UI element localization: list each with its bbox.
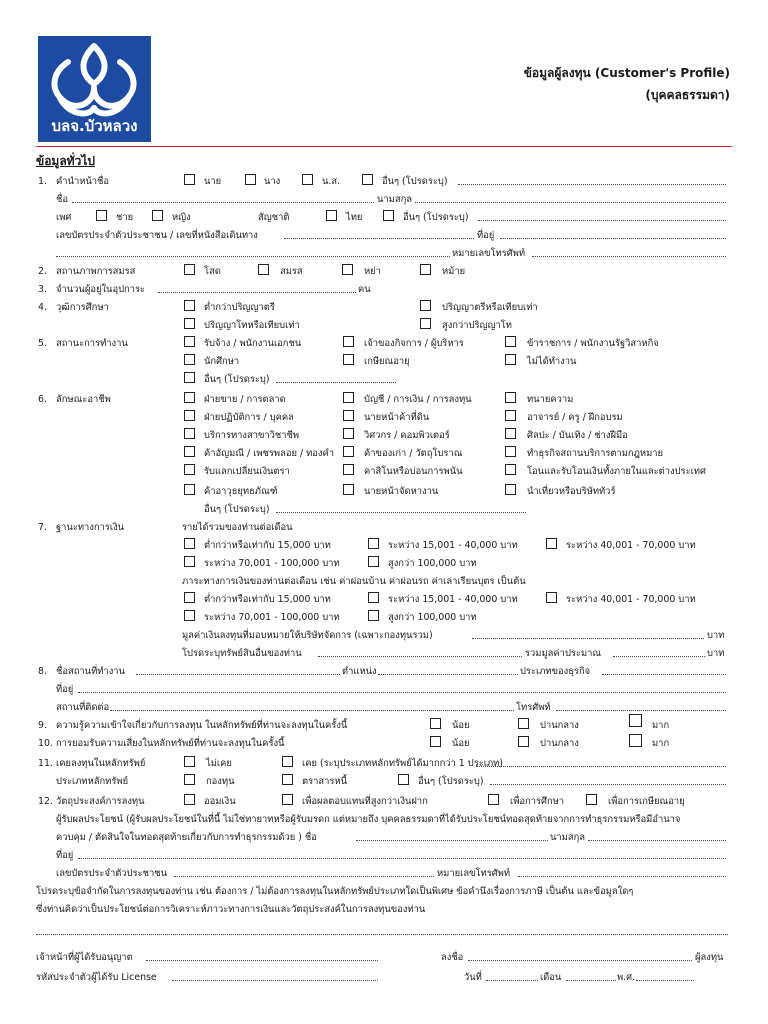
label-num5: 5. <box>38 338 47 349</box>
checkbox-occ-2[interactable] <box>343 392 354 403</box>
label-r-low: น้อย <box>452 738 470 749</box>
label-num11: 11. <box>38 758 53 769</box>
checkbox-risk-mid[interactable] <box>518 736 529 747</box>
label-note-2: ซึ่งท่านคิดว่าเป็นประโยชน์ต่อการวิเคราะห์ภาวะทางการเงินและวัตถุประสงค์ในการลงทุนของท่าน <box>36 904 426 915</box>
label-opt-male: ชาย <box>116 212 134 223</box>
label-opt-single: โสด <box>204 266 221 277</box>
label-occ-label: ลักษณะอาชีพ <box>56 394 111 405</box>
page-subtitle: (บุคคลธรรมดา) <box>645 88 730 102</box>
label-p-retire: เพื่อการเกษียณอายุ <box>608 796 685 807</box>
label-income-label: รายได้รวมของท่านต่อเดือน <box>182 522 293 533</box>
label-opt-married: สมรส <box>280 266 303 277</box>
beneficiary-id-field[interactable] <box>174 876 434 877</box>
total-value-field[interactable] <box>613 656 705 657</box>
address-line2-field[interactable] <box>56 256 450 257</box>
checkbox-title-miss[interactable] <box>302 174 313 185</box>
security-other-field[interactable] <box>490 784 726 785</box>
label-opt-widowed: หม้าย <box>442 266 466 277</box>
officer-name-field[interactable] <box>146 960 378 961</box>
header-divider <box>36 146 732 147</box>
checkbox-inc-1[interactable] <box>184 538 195 549</box>
checkbox-exp-never[interactable] <box>184 756 195 767</box>
checkbox-inc-3[interactable] <box>546 538 557 549</box>
label-opt-owner: เจ้าของกิจการ / ผู้บริหาร <box>364 338 464 349</box>
label-occ-3: ทนายความ <box>527 394 574 405</box>
checkbox-occ-14[interactable] <box>343 464 354 475</box>
label-nationality-label: สัญชาติ <box>258 212 290 223</box>
nationality-other-field[interactable] <box>478 220 726 221</box>
checkbox-know-low[interactable] <box>430 718 441 729</box>
label-r-mid: ปานกลาง <box>540 738 579 749</box>
label-num10: 10. <box>38 738 53 749</box>
label-p-edu: เพื่อการศึกษา <box>510 796 565 807</box>
firstname-field[interactable] <box>72 202 374 203</box>
checkbox-emp-employee[interactable] <box>184 336 195 347</box>
checkbox-nat-other[interactable] <box>383 210 394 221</box>
label-occ-8: วิศวกร / คอมพิวเตอร์ <box>364 430 450 441</box>
work-address-field[interactable] <box>78 692 726 693</box>
page-title: ข้อมูลผู้ลงทุน (Customer's Profile) <box>523 66 730 80</box>
beneficiary-name-field[interactable] <box>356 840 548 841</box>
checkbox-know-high[interactable] <box>629 714 642 727</box>
label-num1: 1. <box>38 176 47 187</box>
label-dependents-unit: คน <box>358 284 371 295</box>
label-fax-label: โทรศัพท์ <box>516 702 551 713</box>
label-bur-3: ระหว่าง 40,001 - 70,000 บาท <box>566 594 696 605</box>
label-inc-4: ระหว่าง 70,001 - 100,000 บาท <box>204 558 340 569</box>
label-num3: 3. <box>38 284 47 295</box>
label-opt-edu-bach: ปริญญาตรีหรือเทียบเท่า <box>442 302 538 313</box>
label-opt-title-other: อื่นๆ (โปรดระบุ) <box>382 176 448 187</box>
checkbox-emp-student[interactable] <box>184 354 195 365</box>
label-sec-other: อื่นๆ (โปรดระบุ) <box>418 776 484 787</box>
checkbox-marital-divorced[interactable] <box>342 264 353 275</box>
label-occ-17: นายหน้าจัดหางาน <box>364 486 439 497</box>
label-opt-employ-other: อื่นๆ (โปรดระบุ) <box>204 374 270 385</box>
label-edu-label: วุฒิการศึกษา <box>56 302 109 313</box>
label-ben-lastname-label: นามสกุล <box>550 832 585 843</box>
label-invest-value-label: มูลค่าเงินลงทุนที่มอบหมายให้บริษัทจัดการ (เฉพาะกองทุนรวม) <box>182 630 433 641</box>
label-occ-1: ฝ่ายขาย / การตลาด <box>204 394 286 405</box>
label-num9: 9. <box>38 720 47 731</box>
checkbox-marital-married[interactable] <box>258 264 269 275</box>
label-opt-retired: เกษียณอายุ <box>364 356 410 367</box>
label-k-low: น้อย <box>452 720 470 731</box>
label-beneficiary-1: ผู้รับผลประโยชน์ (ผู้รับผลประโยชน์ในที่นี้ ไม่ใช่ทายาทหรือผู้รับมรดก แต่หมายถึง บุคคลธรรมดาที่ได้รับประโยชน์ทอดสุดท้ายจากการทำธุรกรรมหรือมีอำนาจ <box>56 814 681 825</box>
label-occ-6: อาจารย์ / ครู / ฝึกอบรม <box>527 412 623 423</box>
workplace-field[interactable] <box>136 674 340 675</box>
label-opt-mr: นาย <box>204 176 222 187</box>
label-opt-student: นักศึกษา <box>204 356 240 367</box>
checkbox-occ-16[interactable] <box>184 484 195 495</box>
label-bur-4: ระหว่าง 70,001 - 100,000 บาท <box>204 612 340 623</box>
label-officer-label: เจ้าหน้าที่ผู้ได้รับอนุญาต <box>36 952 133 963</box>
label-inc-5: สูงกว่า 100,000 บาท <box>388 558 477 569</box>
label-address-label: ที่อยู่ <box>477 230 495 241</box>
checkbox-occ-4[interactable] <box>184 410 195 421</box>
checkbox-occ-3[interactable] <box>505 392 516 403</box>
label-id-label: เลขบัตรประจำตัวประชาชน / เลขที่หนังสือเดินทาง <box>56 230 258 241</box>
beneficiary-phone-field[interactable] <box>518 876 726 877</box>
label-work-addr-label: ที่อยู่ <box>56 684 74 695</box>
label-occ-18: นำเที่ยวหรือบริษัททัวร์ <box>527 486 616 497</box>
contact-address-field[interactable] <box>110 710 514 711</box>
label-burden-label: ภาระทางการเงินของท่านต่อเดือน เช่น ค่าผ่อนบ้าน ค่าผ่อนรถ ค่าเล่าเรียนบุตร เป็นต้น <box>182 576 526 587</box>
date-year-field[interactable] <box>636 980 694 981</box>
checkbox-purpose-return[interactable] <box>282 794 293 805</box>
label-num8: 8. <box>38 666 47 677</box>
checkbox-occ-9[interactable] <box>505 428 516 439</box>
checkbox-occ-12[interactable] <box>505 446 516 457</box>
label-knowledge-label: ความรู้ความเข้าใจเกี่ยวกับการลงทุน ในหลักทรัพย์ที่ท่านจะลงทุนในครั้งนี้ <box>56 720 348 731</box>
label-opt-edu-below-bach: ต่ำกว่าปริญญาตรี <box>204 302 275 313</box>
label-exp-yes: เคย (ระบุประเภทหลักทรัพย์ได้มากกว่า 1 ประเภท) <box>302 758 503 769</box>
label-opt-divorced: หย่า <box>364 266 381 277</box>
label-beneficiary-2: ควบคุม / ตัดสินใจในทอดสุดท้ายเกี่ยวกับการทำธุรกรรมด้วย ) ชื่อ <box>56 832 317 843</box>
label-opt-unemployed: ไม่ได้ทำงาน <box>527 356 577 367</box>
checkbox-occ-17[interactable] <box>343 484 354 495</box>
label-employ-label: สถานะการทำงาน <box>56 338 128 349</box>
checkbox-bur-5[interactable] <box>368 610 379 621</box>
checkbox-occ-6[interactable] <box>505 410 516 421</box>
contact-phone-field[interactable] <box>556 710 726 711</box>
lastname-field[interactable] <box>415 202 726 203</box>
checkbox-title-other[interactable] <box>362 174 373 185</box>
label-opt-employee: รับจ้าง / พนักงานเอกชน <box>204 338 302 349</box>
label-occ-4: ฝ่ายปฏิบัติการ / บุคคล <box>204 412 294 423</box>
checkbox-gender-female[interactable] <box>152 210 163 221</box>
checkbox-sec-fund[interactable] <box>184 774 195 785</box>
label-inc-2: ระหว่าง 15,001 - 40,000 บาท <box>388 540 518 551</box>
label-occ-2: บัญชี / การเงิน / การลงทุน <box>364 394 472 405</box>
checkbox-edu-above-master[interactable] <box>420 318 431 329</box>
checkbox-emp-other[interactable] <box>184 372 195 383</box>
checkbox-occ-11[interactable] <box>343 446 354 457</box>
checkbox-emp-unemployed[interactable] <box>505 354 516 365</box>
signature-field[interactable] <box>468 960 692 961</box>
label-license-label: รหัสประจำตัวผู้ได้รับ License <box>36 972 157 983</box>
label-gender-label: เพศ <box>56 212 72 223</box>
label-month-label: เดือน <box>540 972 562 983</box>
label-total-unit: บาท <box>707 648 725 659</box>
checkbox-know-mid[interactable] <box>518 718 529 729</box>
label-num4: 4. <box>38 302 47 313</box>
occupation-other-field[interactable] <box>276 512 526 513</box>
label-occ-15: โอนและรับโอนเงินทั้งภายในและต่างประเทศ <box>527 466 706 477</box>
label-occ-other: อื่นๆ (โปรดระบุ) <box>204 504 270 515</box>
phone-field[interactable] <box>532 256 726 257</box>
checkbox-inc-5[interactable] <box>368 556 379 567</box>
position-field[interactable] <box>378 674 518 675</box>
label-bur-2: ระหว่าง 15,001 - 40,000 บาท <box>388 594 518 605</box>
label-note-1: โปรดระบุข้อจำกัดในการลงทุนของท่าน เช่น ต้องการ / ไม่ต้องการลงทุนในหลักทรัพย์ประเภทใดเป็นพิเศษ ข้อคำนึงเรื่องการภาษี เป็นต้น และข้อมูลใดๆ <box>36 886 634 897</box>
label-k-high: มาก <box>652 720 670 731</box>
checkbox-occ-1[interactable] <box>184 392 195 403</box>
label-contact-label: สถานที่ติดต่อ <box>56 702 110 713</box>
beneficiary-lastname-field[interactable] <box>588 840 726 841</box>
checkbox-edu-master[interactable] <box>184 318 195 329</box>
label-bur-1: ต่ำกว่าหรือเท่ากับ 15,000 บาท <box>204 594 331 605</box>
label-lastname-label: นามสกุล <box>377 194 412 205</box>
logo-text: บลจ.บัวหลวง <box>51 117 138 135</box>
label-bur-5: สูงกว่า 100,000 บาท <box>388 612 477 623</box>
checkbox-sec-bond[interactable] <box>282 774 293 785</box>
label-workplace-label: ชื่อสถานที่ทำงาน <box>56 666 125 677</box>
date-day-field[interactable] <box>486 980 538 981</box>
label-occ-16: ค้าอาวุธยุทธภัณฑ์ <box>204 486 278 497</box>
label-sec-bond: ตราสารหนี้ <box>302 776 347 787</box>
label-num6: 6. <box>38 394 47 405</box>
label-investor-label: ผู้ลงทุน <box>695 952 724 963</box>
label-opt-female: หญิง <box>172 212 191 223</box>
checkbox-bur-1[interactable] <box>184 592 195 603</box>
label-other-assets-label: โปรดระบุทรัพย์สินอื่นของท่าน <box>182 648 302 659</box>
checkbox-inc-4[interactable] <box>184 556 195 567</box>
label-sec-type-label: ประเภทหลักทรัพย์ <box>56 776 129 787</box>
license-field[interactable] <box>172 980 378 981</box>
other-assets-field[interactable] <box>318 656 522 657</box>
label-invest-value-unit: บาท <box>707 630 725 641</box>
label-occ-5: นายหน้าค้าที่ดิน <box>364 412 430 423</box>
checkbox-emp-civil[interactable] <box>505 336 516 347</box>
label-title-label: คำนำหน้าชื่อ <box>56 176 110 187</box>
label-inc-1: ต่ำกว่าหรือเท่ากับ 15,000 บาท <box>204 540 331 551</box>
label-firstname-label: ชื่อ <box>56 194 68 205</box>
label-opt-thai: ไทย <box>346 212 363 223</box>
lotus-icon <box>38 38 151 122</box>
label-position-label: ตำแหน่ง <box>342 666 377 677</box>
checkbox-bur-3[interactable] <box>546 592 557 603</box>
label-dependents-label: จำนวนผู้อยู่ในอุปการะ <box>56 284 146 295</box>
label-occ-14: คาสิโนหรือบ่อนการพนัน <box>364 466 463 477</box>
label-opt-nat-other: อื่นๆ (โปรดระบุ) <box>403 212 469 223</box>
checkbox-title-mrs[interactable] <box>245 174 256 185</box>
id-number-field[interactable] <box>284 238 474 239</box>
security-type-line[interactable] <box>476 766 726 767</box>
label-occ-10: ค้าอัญมณี / เพชรพลอย / ทองคำ <box>204 448 335 459</box>
label-sec-fund: กองทุน <box>206 776 235 787</box>
label-opt-edu-master: ปริญญาโทหรือเทียบเท่า <box>204 320 300 331</box>
label-occ-13: รับแลกเปลี่ยนเงินตรา <box>204 466 290 477</box>
business-type-field[interactable] <box>602 674 726 675</box>
label-exp-label: เคยลงทุนในหลักทรัพย์ <box>56 758 146 769</box>
checkbox-edu-bach[interactable] <box>420 300 431 311</box>
title-other-line[interactable] <box>458 184 726 185</box>
checkbox-occ-10[interactable] <box>184 446 195 457</box>
checkbox-title-mr[interactable] <box>184 174 195 185</box>
checkbox-occ-5[interactable] <box>343 410 354 421</box>
label-occ-12: ทำธุรกิจสถานบริการตามกฎหมาย <box>527 448 664 459</box>
label-num2: 2. <box>38 266 47 277</box>
date-month-field[interactable] <box>566 980 616 981</box>
checkbox-occ-8[interactable] <box>343 428 354 439</box>
employ-other-field[interactable] <box>276 382 396 383</box>
label-occ-7: บริการทางสาขาวิชาชีพ <box>204 430 300 441</box>
checkbox-inc-2[interactable] <box>368 538 379 549</box>
label-fin-label: ฐานะทางการเงิน <box>56 522 125 533</box>
checkbox-exp-yes[interactable] <box>282 756 293 767</box>
checkbox-bur-4[interactable] <box>184 610 195 621</box>
label-num7: 7. <box>38 522 47 533</box>
label-ben-addr-label: ที่อยู่ <box>56 850 74 861</box>
label-exp-never: ไม่เคย <box>206 758 232 769</box>
label-total-label: รวมมูลค่าประมาณ <box>525 648 602 659</box>
checkbox-emp-retired[interactable] <box>343 354 354 365</box>
label-occ-9: ศิลปะ / บันเทิง / ช่างฝีมือ <box>527 430 628 441</box>
label-phone-label: หมายเลขโทรศัพท์ <box>452 248 526 259</box>
checkbox-purpose-edu[interactable] <box>488 794 499 805</box>
label-ben-id-label: เลขบัตรประจำตัวประชาชน <box>56 868 167 879</box>
label-r-high: มาก <box>652 738 670 749</box>
label-p-save: ออมเงิน <box>204 796 236 807</box>
label-date-label: วันที่ <box>464 972 482 983</box>
dependents-field[interactable] <box>158 292 356 293</box>
label-purpose-label: วัตถุประสงค์การลงทุน <box>56 796 145 807</box>
label-k-mid: ปานกลาง <box>540 720 579 731</box>
label-inc-3: ระหว่าง 40,001 - 70,000 บาท <box>566 540 696 551</box>
address-field[interactable] <box>500 238 726 239</box>
label-occ-11: ค้าของเก่า / วัตถุโบราณ <box>364 448 463 459</box>
checkbox-occ-18[interactable] <box>505 484 516 495</box>
label-opt-miss: น.ส. <box>322 176 341 187</box>
checkbox-emp-owner[interactable] <box>343 336 354 347</box>
checkbox-marital-single[interactable] <box>184 264 195 275</box>
checkbox-sec-other[interactable] <box>398 774 409 785</box>
checkbox-nat-thai[interactable] <box>326 210 337 221</box>
checkbox-occ-15[interactable] <box>505 464 516 475</box>
checkbox-occ-7[interactable] <box>184 428 195 439</box>
label-opt-mrs: นาง <box>264 176 281 187</box>
checkbox-purpose-retire[interactable] <box>586 794 597 805</box>
checkbox-bur-2[interactable] <box>368 592 379 603</box>
label-p-return: เพื่อผลตอบแทนที่สูงกว่าเงินฝาก <box>302 796 428 807</box>
label-year-label: พ.ศ. <box>617 972 636 983</box>
label-opt-civil: ข้าราชการ / พนักงานรัฐวิสาหกิจ <box>527 338 659 349</box>
label-marital-label: สถานภาพการสมรส <box>56 266 136 277</box>
label-num12: 12. <box>38 796 53 807</box>
checkbox-risk-high[interactable] <box>629 734 642 747</box>
label-biztype-label: ประเภทของธุรกิจ <box>520 666 591 677</box>
label-ben-phone-label: หมายเลขโทรศัพท์ <box>437 868 511 879</box>
checkbox-marital-widowed[interactable] <box>420 264 431 275</box>
label-opt-edu-above-master: สูงกว่าปริญญาโท <box>442 320 512 331</box>
notes-field[interactable] <box>36 934 728 935</box>
checkbox-purpose-save[interactable] <box>184 794 195 805</box>
beneficiary-address-field[interactable] <box>78 858 726 859</box>
checkbox-occ-13[interactable] <box>184 464 195 475</box>
checkbox-gender-male[interactable] <box>96 210 107 221</box>
checkbox-risk-low[interactable] <box>430 736 441 747</box>
invest-value-field[interactable] <box>472 638 704 639</box>
label-sign-label: ลงชื่อ <box>441 952 464 963</box>
label-risk-label: การยอมรับความเสี่ยงในหลักทรัพย์ที่ท่านจะลงทุนในครั้งนี้ <box>56 738 285 749</box>
checkbox-edu-below-bach[interactable] <box>184 300 195 311</box>
company-logo <box>38 36 151 142</box>
section-title: ข้อมูลทั่วไป <box>36 154 95 168</box>
